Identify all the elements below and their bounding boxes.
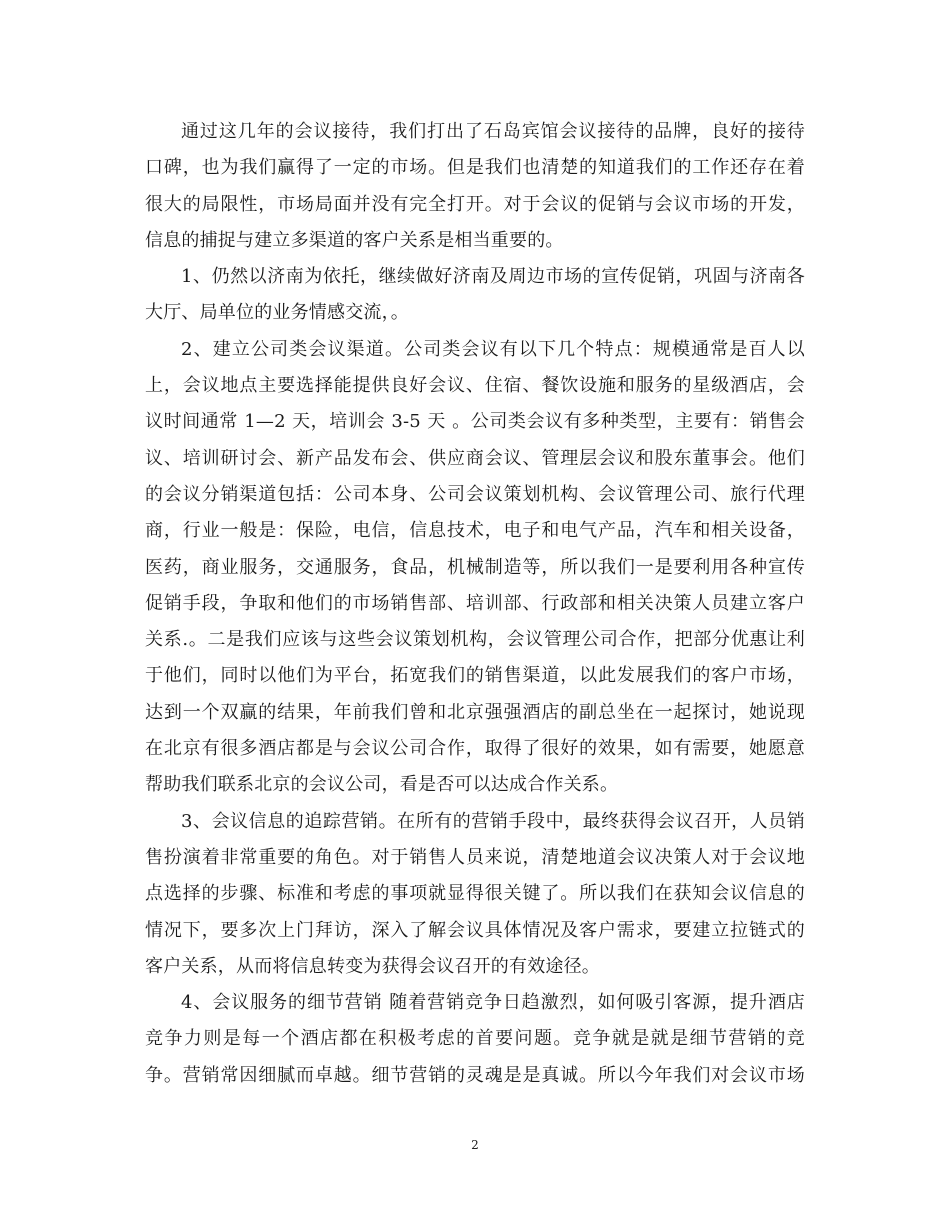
text-line: 通过这几年的会议接待，我们打出了石岛宾馆会议接待的品牌，良好的接待 <box>181 121 805 142</box>
text-line: 售扮演着非常重要的角色。对于销售人员来说，清楚地道会议决策人对于会议地 <box>145 846 805 868</box>
text-line: 的会议分销渠道包括：公司本身、公司会议策划机构、会议管理公司、旅行代理 <box>145 483 805 505</box>
text-line: 议、培训研讨会、新产品发布会、供应商会议、管理层会议和股东董事会。他们 <box>145 447 805 469</box>
text-line: 达到一个双赢的结果，年前我们曾和北京强强酒店的副总坐在一起探讨，她说现 <box>145 701 805 723</box>
text-line: 在北京有很多酒店都是与会议公司合作，取得了很好的效果，如有需要，她愿意 <box>145 738 805 760</box>
text-line: 4、会议服务的细节营销 随着营销竞争日趋激烈，如何吸引客源，提升酒店 <box>181 992 805 1014</box>
text-line: 客户关系，从而将信息转变为获得会议召开的有效途径。 <box>145 955 600 977</box>
text-line: 关系.。二是我们应该与这些会议策划机构，会议管理公司合作，把部分优惠让利 <box>145 629 805 651</box>
text-line: 于他们，同时以他们为平台，拓宽我们的销售渠道，以此发展我们的客户市场， <box>145 665 805 687</box>
text-line: 3、会议信息的追踪营销。在所有的营销手段中，最终获得会议召开，人员销 <box>181 810 805 832</box>
text-line: 情况下，要多次上门拜访，深入了解会议具体情况及客户需求，要建立拉链式的 <box>145 919 805 941</box>
body-text <box>145 114 805 1094</box>
text-line: 促销手段，争取和他们的市场销售部、培训部、行政部和相关决策人员建立客户 <box>145 592 805 614</box>
text-line: 议时间通常 1—2 天，培训会 3-5 天 。公司类会议有多种类型，主要有：销售会 <box>145 411 805 433</box>
text-line: 商，行业一般是：保险，电信，信息技术，电子和电气产品，汽车和相关设备， <box>145 520 805 542</box>
text-line: 口碑，也为我们赢得了一定的市场。但是我们也清楚的知道我们的工作还存在着 <box>145 157 805 179</box>
text-line: 点选择的步骤、标准和考虑的事项就显得很关键了。所以我们在获知会议信息的 <box>145 883 805 905</box>
text-line: 很大的局限性，市场局面并没有完全打开。对于会议的促销与会议市场的开发， <box>145 193 805 215</box>
text-line: 医药，商业服务，交通服务，食品，机械制造等，所以我们一是要利用各种宣传 <box>145 556 805 578</box>
text-line: 信息的捕捉与建立多渠道的客户关系是相当重要的。 <box>145 229 564 251</box>
text-line: 大厅、局单位的业务情感交流，。 <box>145 302 409 324</box>
text-line: 上，会议地点主要选择能提供良好会议、住宿、餐饮设施和服务的星级酒店，会 <box>145 375 805 397</box>
text-line: 争。营销常因细腻而卓越。细节营销的灵魂是是真诚。所以今年我们对会议市场 <box>145 1064 805 1086</box>
text-line: 竞争力则是每一个酒店都在积极考虑的首要问题。竞争就是就是细节营销的竞 <box>145 1028 805 1050</box>
text-line: 帮助我们联系北京的会议公司，看是否可以达成合作关系。 <box>145 774 619 796</box>
text-line: 1、仍然以济南为依托，继续做好济南及周边市场的宣传促销，巩固与济南各 <box>181 266 805 288</box>
text-line: 2、建立公司类会议渠道。公司类会议有以下几个特点：规模通常是百人以 <box>181 338 805 360</box>
page-number: 2 <box>471 1138 479 1152</box>
